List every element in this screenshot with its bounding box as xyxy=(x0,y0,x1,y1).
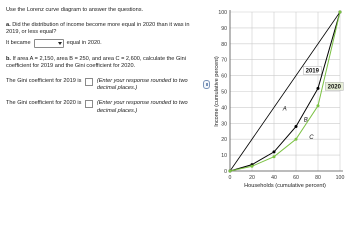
part-a-answer-row xyxy=(6,39,202,48)
part-b-label: b. xyxy=(6,55,11,62)
area-label-C: C xyxy=(309,135,314,142)
area-label-B: B xyxy=(303,117,308,124)
x-tick-label: 40 xyxy=(271,175,277,181)
question-panel xyxy=(6,7,202,115)
x-tick-label: 20 xyxy=(249,175,255,181)
chevron-down-icon xyxy=(58,42,62,45)
fill-suffix: equal in 2020. xyxy=(66,39,102,46)
data-point-2020 xyxy=(295,138,298,141)
data-point-2020 xyxy=(317,104,320,107)
part-a-label: a. xyxy=(6,22,11,29)
y-tick-label: 20 xyxy=(221,137,227,144)
y-tick-label: 90 xyxy=(221,25,227,32)
x-tick-label: 60 xyxy=(293,175,299,181)
y-tick-label: 60 xyxy=(221,73,227,80)
x-tick-label: 100 xyxy=(335,175,345,181)
part-a-question xyxy=(6,22,202,36)
gini-2019-input[interactable] xyxy=(85,78,93,86)
fill-prefix: It became xyxy=(6,39,31,46)
gini-2020-input[interactable] xyxy=(85,100,93,108)
x-tick-label: 0 xyxy=(228,175,232,181)
gini-2019-row xyxy=(6,78,202,92)
data-point-2019 xyxy=(295,125,298,128)
gini-2020-row xyxy=(6,100,202,114)
gini-2019-label: The Gini coefficient for 2019 is xyxy=(6,78,82,85)
y-tick-label: 80 xyxy=(221,41,227,48)
lorenz-chart xyxy=(209,0,350,191)
data-point-2020 xyxy=(273,155,276,158)
gini-2019-hint: (Enter your response rounded to two decimal places.) xyxy=(96,78,188,92)
y-tick-label: 40 xyxy=(221,105,227,112)
data-point-2020 xyxy=(339,11,342,14)
y-axis-title: Income (cumulative percent) xyxy=(214,56,220,127)
gini-2020-hint: (Enter your response rounded to two decimal places.) xyxy=(96,100,188,114)
y-tick-label: 30 xyxy=(221,121,227,128)
x-axis-title: Households (cumulative percent) xyxy=(244,183,326,189)
part-a-text: Did the distribution of income become more equal in 2020 than it was in 2019, or less equal? xyxy=(6,22,190,36)
part-b-question xyxy=(6,56,202,70)
y-tick-label: 50 xyxy=(221,89,227,96)
y-tick-label: 100 xyxy=(218,10,227,16)
y-tick-label: 70 xyxy=(221,57,227,64)
data-point-2020 xyxy=(229,170,232,173)
data-point-2019 xyxy=(317,87,320,90)
x-tick-label: 80 xyxy=(315,175,321,181)
y-tick-label: 10 xyxy=(221,153,227,160)
series-label-2020: 2020 xyxy=(327,84,341,91)
area-label-A: A xyxy=(282,106,287,113)
series-label-2019: 2019 xyxy=(305,68,319,75)
gini-2020-label: The Gini coefficient for 2020 is xyxy=(6,100,82,107)
question-intro: Use the Lorenz curve diagram to answer the questions. xyxy=(6,7,144,13)
equality-dropdown[interactable] xyxy=(34,39,64,48)
data-point-2020 xyxy=(251,165,254,168)
part-b-text: If area A = 2,150, area B = 250, and area C = 2,600, calculate the Gini coefficient for 2019 and the Gini coefficient for 2020. xyxy=(6,55,186,69)
y-tick-label: 0 xyxy=(224,169,227,175)
data-point-2019 xyxy=(273,150,276,153)
